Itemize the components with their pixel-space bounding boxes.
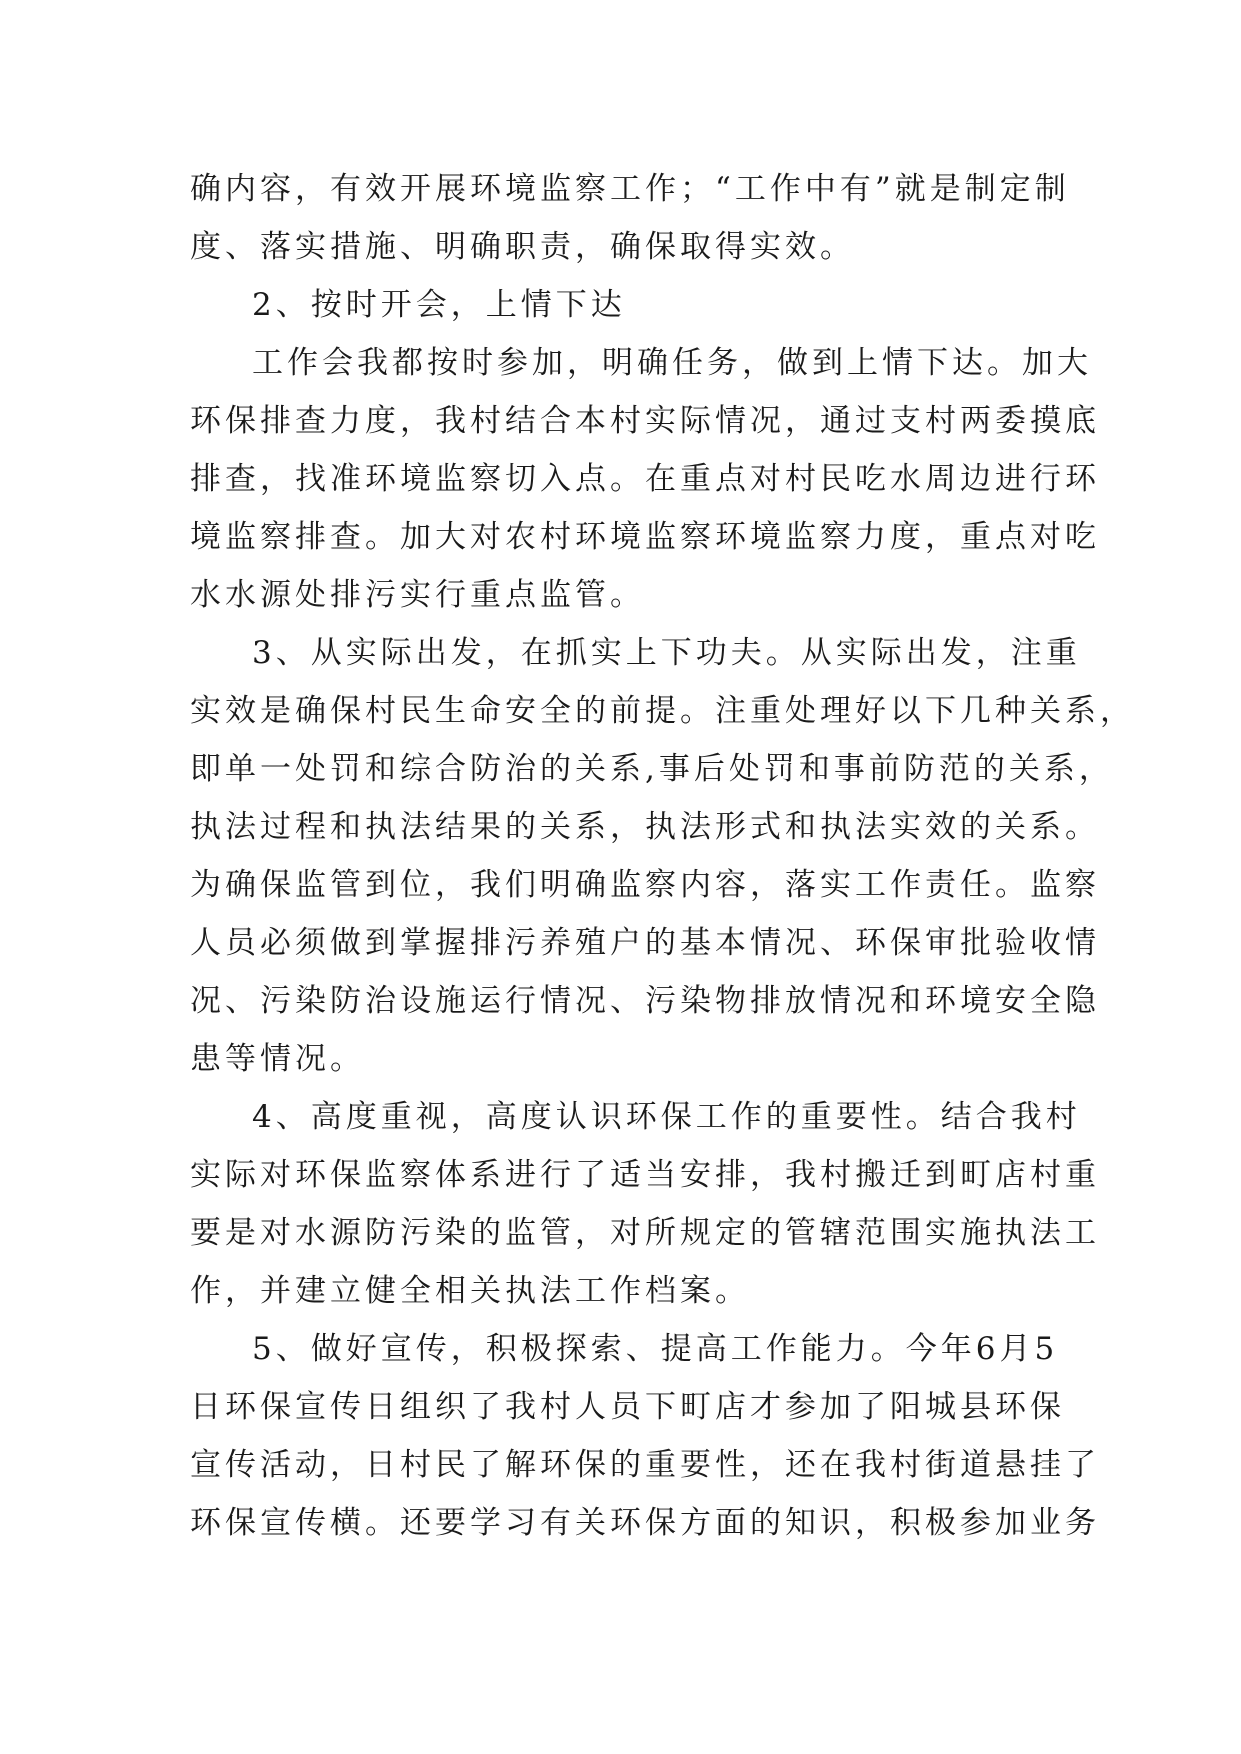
text-line: 即单一处罚和综合防治的关系,事后处罚和事前防范的关系， [190, 751, 1114, 787]
text-line: 环保排查力度，我村结合本村实际情况，通过支村两委摸底 [190, 403, 1100, 439]
text-line: 排查，找准环境监察切入点。在重点对村民吃水周边进行环 [190, 461, 1100, 497]
text-line: 境监察排查。加大对农村环境监察环境监察力度，重点对吃 [190, 519, 1100, 555]
section-heading: 2、按时开会，上情下达 [252, 287, 626, 323]
text-line: 日环保宣传日组织了我村人员下町店才参加了阳城县环保 [190, 1389, 1065, 1425]
text-line: 宣传活动，日村民了解环保的重要性，还在我村街道悬挂了 [190, 1447, 1100, 1483]
text-line: 确内容，有效开展环境监察工作；“工作中有”就是制定制 [190, 171, 1070, 207]
text-line: 要是对水源防污染的监管，对所规定的管辖范围实施执法工 [190, 1215, 1100, 1251]
text-line: 执法过程和执法结果的关系，执法形式和执法实效的关系。 [190, 809, 1100, 845]
text-line: 实际对环保监察体系进行了适当安排，我村搬迁到町店村重 [190, 1157, 1100, 1193]
text-line: 实效是确保村民生命安全的前提。注重处理好以下几种关系， [190, 693, 1135, 729]
text-line: 患等情况。 [190, 1041, 365, 1077]
text-line: 度、落实措施、明确职责，确保取得实效。 [190, 229, 855, 265]
text-line: 环保宣传横。还要学习有关环保方面的知识，积极参加业务 [190, 1505, 1100, 1541]
text-line: 为确保监管到位，我们明确监察内容，落实工作责任。监察 [190, 867, 1100, 903]
text-line: 工作会我都按时参加，明确任务，做到上情下达。加大 [252, 345, 1092, 381]
text-line: 人员必须做到掌握排污养殖户的基本情况、环保审批验收情 [190, 925, 1100, 961]
text-line: 3、从实际出发，在抓实上下功夫。从实际出发，注重 [252, 635, 1081, 671]
text-line: 5、做好宣传，积极探索、提高工作能力。今年6月5 [252, 1331, 1059, 1367]
text-line: 水水源处排污实行重点监管。 [190, 577, 645, 613]
text-line: 4、高度重视，高度认识环保工作的重要性。结合我村 [252, 1099, 1081, 1135]
text-line: 作，并建立健全相关执法工作档案。 [190, 1273, 750, 1309]
text-line: 况、污染防治设施运行情况、污染物排放情况和环境安全隐 [190, 983, 1100, 1019]
